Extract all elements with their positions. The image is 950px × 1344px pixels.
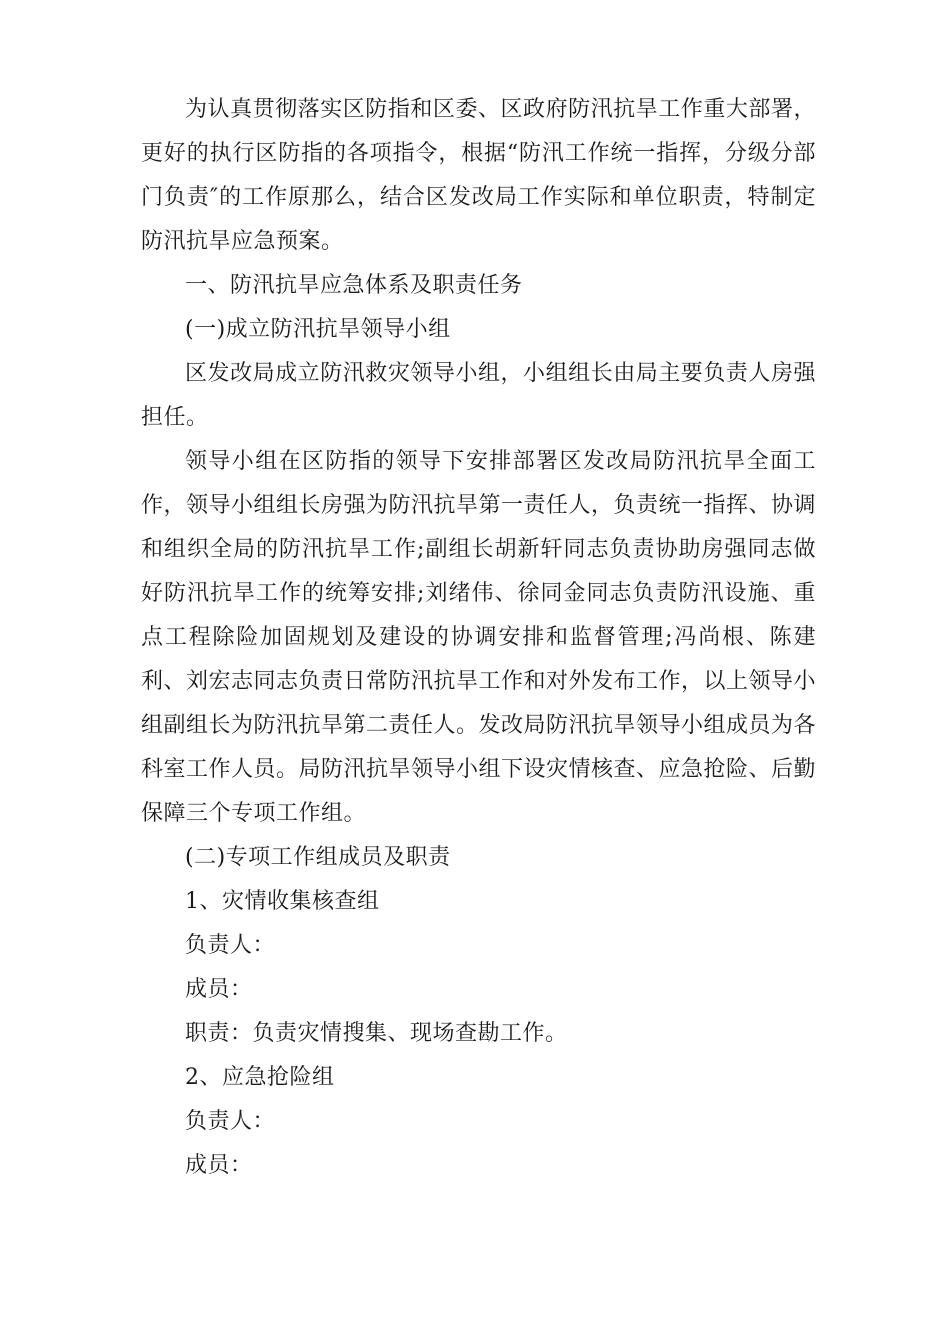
section-heading-1: 一、防汛抗旱应急体系及职责任务 <box>185 273 523 298</box>
group-1-leader-line: 负责人： <box>185 933 276 958</box>
group-heading-1: 1、灾情收集核查组 <box>185 889 380 914</box>
group-2-leader-line: 负责人： <box>185 1109 276 1134</box>
leader-group-paragraph: 区发改局成立防汛救灾领导小组，小组组长由局主要负责人房强担任。 <box>141 361 816 430</box>
document-body <box>141 88 816 1188</box>
subsection-heading-1: (一)成立防汛抗旱领导小组 <box>185 317 451 342</box>
responsibility-paragraph: 领导小组在区防指的领导下安排部署区发改局防汛抗旱全面工作，领导小组组长房强为防汛抗旱第一责任人，负责统一指挥、协调和组织全局的防汛抗旱工作;副组长胡新轩同志负责协助房强同志做好防汛抗旱工作的统筹安排;刘绪伟、徐同金同志负责防汛设施、重点工程除险加固规划及建设的协调安排和监督管理;冯尚根、陈建利、刘宏志同志负责日常防汛抗旱工作和对外发布工作，以上领导小组副组长为防汛抗旱第二责任人。发改局防汛抗旱领导小组成员为各科室工作人员。局防汛抗旱领导小组下设灾情核查、应急抢险、后勤保障三个专项工作组。 <box>141 449 817 826</box>
group-2-members-line: 成员： <box>185 1153 253 1178</box>
intro-paragraph: 为认真贯彻落实区防指和区委、区政府防汛抗旱工作重大部署，更好的执行区防指的各项指令，根据“防汛工作统一指挥，分级分部门负责″的工作原那么，结合区发改局工作实际和单位职责，特制定防汛抗旱应急预案。 <box>141 97 816 254</box>
group-1-duty-line: 职责：负责灾情搜集、现场查勘工作。 <box>185 1021 568 1046</box>
group-1-members-line: 成员： <box>185 977 253 1002</box>
subsection-heading-2: (二)专项工作组成员及职责 <box>185 845 451 870</box>
group-heading-2: 2、应急抢险组 <box>185 1065 335 1090</box>
